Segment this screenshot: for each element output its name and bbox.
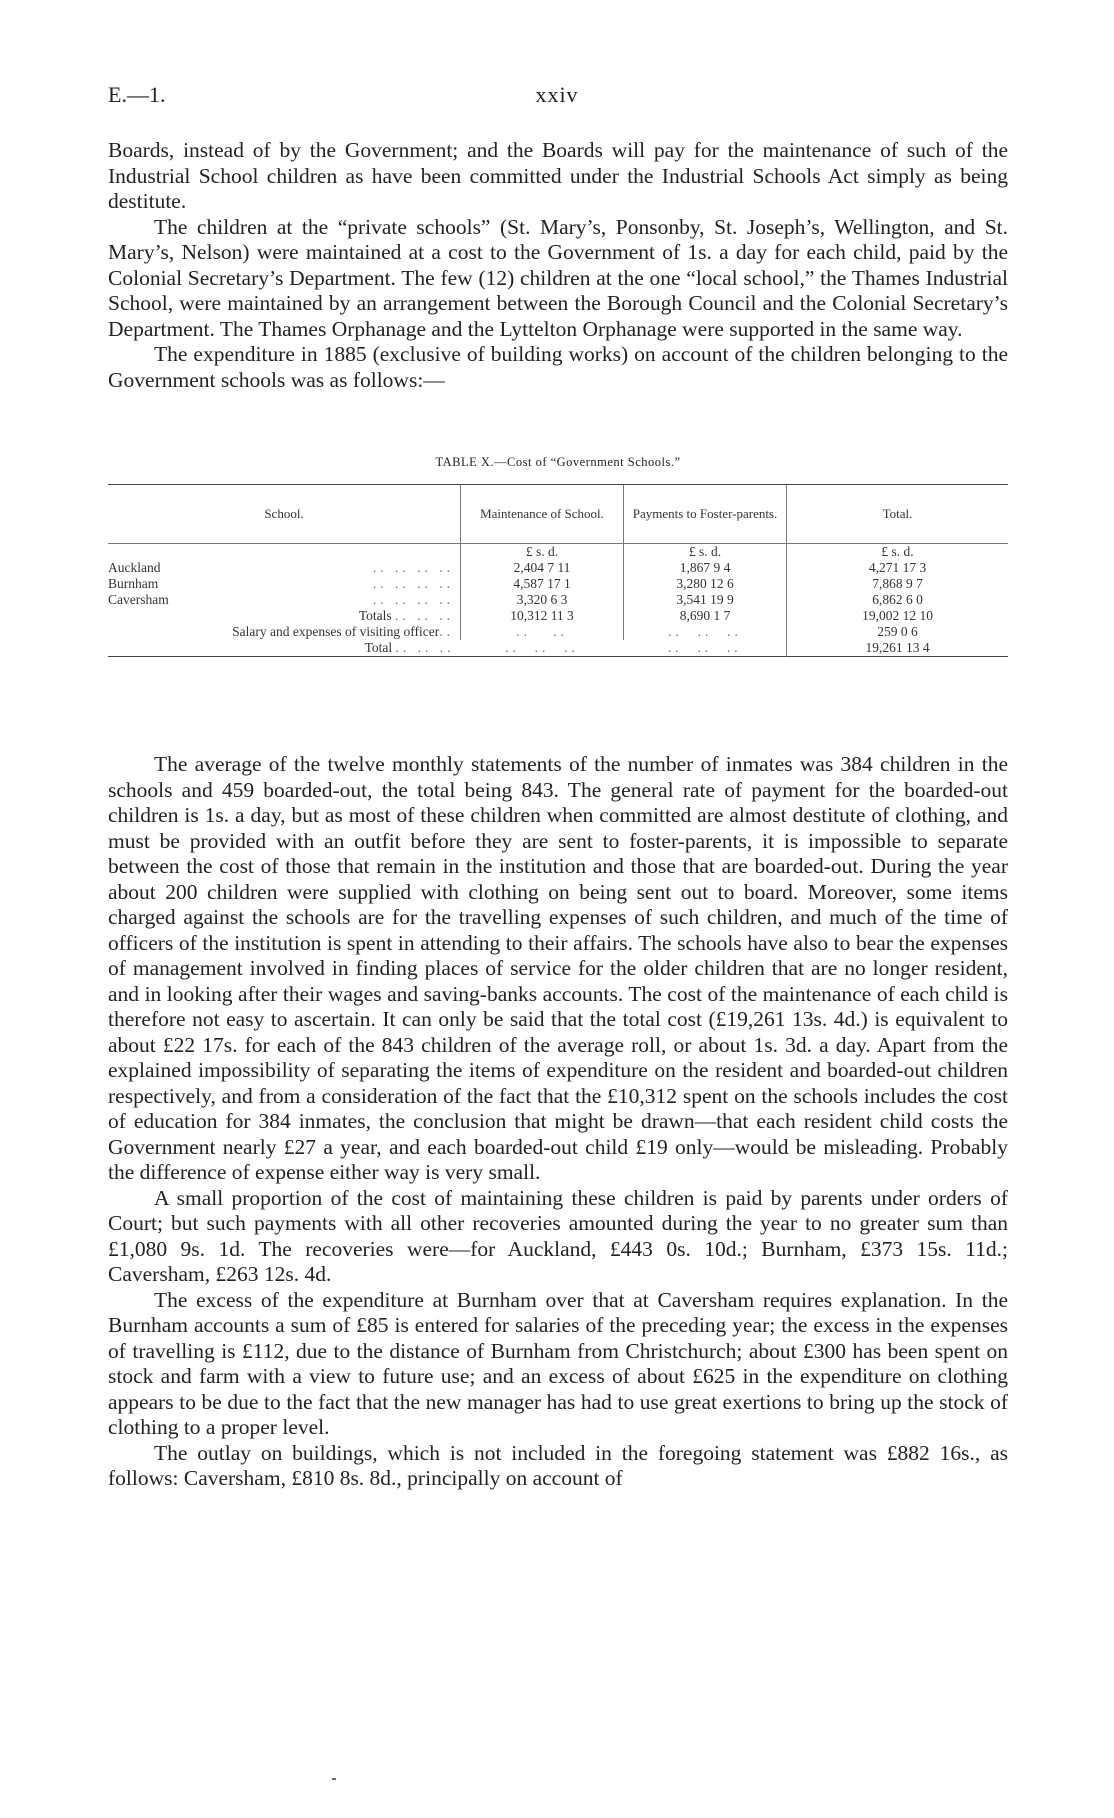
document-code: E.—1. <box>108 82 166 107</box>
cost-table-wrapper <box>108 484 1008 657</box>
cell-payments: 1,867 9 4 <box>624 560 787 576</box>
totals-payments: 8,690 1 7 <box>624 608 787 624</box>
body-text-bottom <box>108 752 1008 1492</box>
paragraph: The expenditure in 1885 (exclusive of building works) on account of the children belonging to the Government schools was as follows:— <box>108 342 1008 392</box>
cell-payments: 3,541 19 9 <box>624 592 787 608</box>
cell-maintenance: 2,404 7 11 <box>461 560 624 576</box>
salary-row: Salary and expenses of visiting officer.. .. .. .. .. .. 259 0 6 <box>108 624 1008 640</box>
units-label: £ s. d. <box>461 544 624 561</box>
paragraph: A small proportion of the cost of maintaining these children is paid by parents under orders of Court; but such payments with all other recoveries amounted during the year to no greater sum than £1,080 9s. 1d. The recoveries were—for Auckland, £443 0s. 10d.; Burnham, £373 15s. 11d.; Caversham, £263 12s. 4d. <box>108 1185 1008 1286</box>
units-label: £ s. d. <box>624 544 787 561</box>
page-number: xxiv <box>535 82 579 107</box>
paragraph: The excess of the expenditure at Burnham over that at Caversham requires explanation. In the Burnham accounts a sum of £85 is entered for salaries of the preceding year; the excess in the expenses of travelling is £112, due to the distance of Burnham from Christchurch; about £300 has been spent on stock and farm with a view to future use; and an excess of about £625 in the expenditure on clothing appears to be due to the fact that the new manager has had to use great exertions to bring up the stock of clothing to a proper level. <box>108 1287 1008 1439</box>
paragraph: Boards, instead of by the Government; and the Boards will pay for the maintenance of such of the Industrial School children as have been committed under the Industrial Schools Act simply as being destitute. <box>108 138 1008 213</box>
table-row: Auckland .. .. .. .. 2,404 7 11 1,867 9 4 4,271 17 3 <box>108 560 1008 576</box>
table-row: Burnham .. .. .. .. 4,587 17 1 3,280 12 6 7,868 9 7 <box>108 576 1008 592</box>
salary-label: Salary and expenses of visiting officer <box>232 624 440 639</box>
totals-total: 19,002 12 10 <box>787 608 1009 624</box>
header-total: Total. <box>787 485 1009 544</box>
paragraph: The children at the “private schools” (St. Mary’s, Ponsonby, St. Joseph’s, Wellington, and St. Mary’s, Nelson) were maintained at a cost to the Government of 1s. a day for each child, paid by the Colonial Secretary’s Department. The few (12) children at the one “local school,” the Thames Industrial School, were maintained by an arrangement between the Borough Council and the Colonial Secretary’s Department. The Thames Orphanage and the Lyttelton Orphanage were supported in the same way. <box>108 214 1008 341</box>
row-school: Auckland <box>108 560 161 575</box>
header-payments: Payments to Foster-parents. <box>624 485 787 544</box>
cell-total: 6,862 6 0 <box>787 592 1009 608</box>
row-school: Burnham <box>108 576 159 591</box>
salary-total: 259 0 6 <box>787 624 1009 640</box>
header-school: School. <box>108 485 461 544</box>
cell-total: 4,271 17 3 <box>787 560 1009 576</box>
totals-row: Totals .. .. .. 10,312 11 3 8,690 1 7 19,002 12 10 <box>108 608 1008 624</box>
paragraph: The outlay on buildings, which is not included in the foregoing statement was £882 16s., as follows: Caversham, £810 8s. 8d., principally on account of <box>108 1440 1008 1490</box>
table-row: Caversham .. .. .. .. 3,320 6 3 3,541 19 9 6,862 6 0 <box>108 592 1008 608</box>
cell-total: 7,868 9 7 <box>787 576 1009 592</box>
grand-total-row: Total .. .. .. .. .. .. .. .. .. 19,261 13 4 <box>108 640 1008 657</box>
table-caption: TABLE X.—Cost of “Government Schools.” <box>435 455 681 469</box>
page-header <box>108 82 1006 112</box>
grand-total: 19,261 13 4 <box>787 640 1009 657</box>
header-maintenance: Maintenance of School. <box>461 485 624 544</box>
totals-maintenance: 10,312 11 3 <box>461 608 624 624</box>
units-label: £ s. d. <box>787 544 1009 561</box>
paragraph: The average of the twelve monthly statements of the number of inmates was 384 children in the schools and 459 boarded-out, the total being 843. The general rate of payment for the boarded-out children is 1s. a day, but as most of these children when committed are almost destitute of clothing, and must be provided with an outfit before they are sent to foster-parents, it is impossible to separate between the cost of those that remain in the institution and those that are boarded-out. During the year about 200 children were supplied with clothing on being sent out to board. Moreover, some items charged against the schools are for the travelling expenses of such children, and much of the time of officers of the institution is spent in attending to their affairs. The schools have also to bear the expenses of management involved in finding places of service for the older children that are no longer resident, and in looking after their wages and saving-banks accounts. The cost of the maintenance of each child is therefore not easy to ascertain. It can only be said that the total cost (£19,261 13s. 4d.) is equivalent to about £22 17s. for each of the 843 children of the average roll, or about 1s. 3d. a day. Apart from the explained impossibility of separating the items of expenditure on the resident and boarded-out children respectively, and from a consideration of the fact that the £10,312 spent on the schools includes the cost of education for 384 inmates, the conclusion that might be drawn—that each resident child costs the Government nearly £27 a year, and each boarded-out child £19 only—would be misleading. Probably the difference of expense either way is very small. <box>108 752 1008 1184</box>
cell-maintenance: 3,320 6 3 <box>461 592 624 608</box>
grand-total-label: Total <box>364 640 393 655</box>
row-school: Caversham <box>108 592 169 607</box>
cost-table <box>108 484 1008 657</box>
body-text-top <box>108 138 1008 393</box>
cell-maintenance: 4,587 17 1 <box>461 576 624 592</box>
totals-label: Totals <box>358 608 392 623</box>
cell-payments: 3,280 12 6 <box>624 576 787 592</box>
footer-mark <box>332 1778 336 1780</box>
